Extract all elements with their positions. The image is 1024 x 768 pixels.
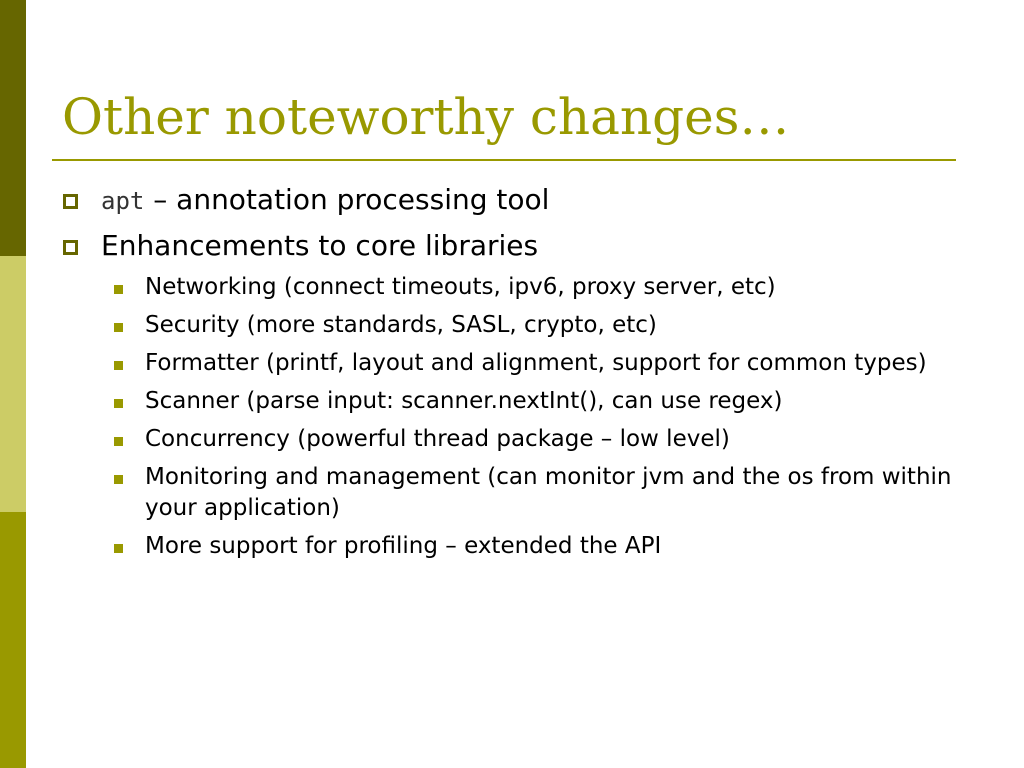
bullet-label-core-libraries: Enhancements to core libraries [101, 229, 539, 262]
code-apt: apt [101, 187, 145, 215]
bullet-text-apt [101, 182, 549, 219]
sub-bullet-monitoring [114, 462, 964, 524]
sub-bullet-text: Formatter (printf, layout and alignment, support for common types) [145, 350, 927, 376]
sub-bullet-text: Concurrency (powerful thread package – low level) [145, 426, 730, 452]
solid-square-bullet-icon [114, 544, 123, 553]
side-bar-light [0, 256, 26, 512]
solid-square-bullet-icon [114, 323, 123, 332]
solid-square-bullet-icon [114, 285, 123, 294]
sub-bullet-profiling [114, 531, 964, 562]
side-bar-dark [0, 0, 26, 256]
side-bar-olive [0, 512, 26, 768]
sub-bullet-text: Scanner (parse input: scanner.nextInt(), can use regex) [145, 388, 783, 414]
sub-bullet-text: Networking (connect timeouts, ipv6, proxy server, etc) [145, 274, 776, 300]
bullet-label-apt: – annotation processing tool [144, 183, 550, 216]
slide-title: Other noteworthy changes… [62, 88, 790, 146]
hollow-square-bullet-icon [63, 240, 78, 255]
sub-bullet-list [114, 272, 964, 569]
sub-bullet-text: More support for profiling – extended the API [145, 533, 662, 559]
hollow-square-bullet-icon [63, 194, 78, 209]
sub-bullet-scanner [114, 386, 964, 417]
title-divider [52, 159, 956, 161]
solid-square-bullet-icon [114, 475, 123, 484]
sub-bullet-formatter [114, 348, 964, 379]
sub-bullet-networking [114, 272, 964, 303]
sub-bullet-concurrency [114, 424, 964, 455]
solid-square-bullet-icon [114, 437, 123, 446]
sub-bullet-text: Monitoring and management (can monitor jvm and the os from within your application) [145, 464, 952, 521]
solid-square-bullet-icon [114, 399, 123, 408]
sub-bullet-text: Security (more standards, SASL, crypto, etc) [145, 312, 657, 338]
sub-bullet-security [114, 310, 964, 341]
solid-square-bullet-icon [114, 361, 123, 370]
